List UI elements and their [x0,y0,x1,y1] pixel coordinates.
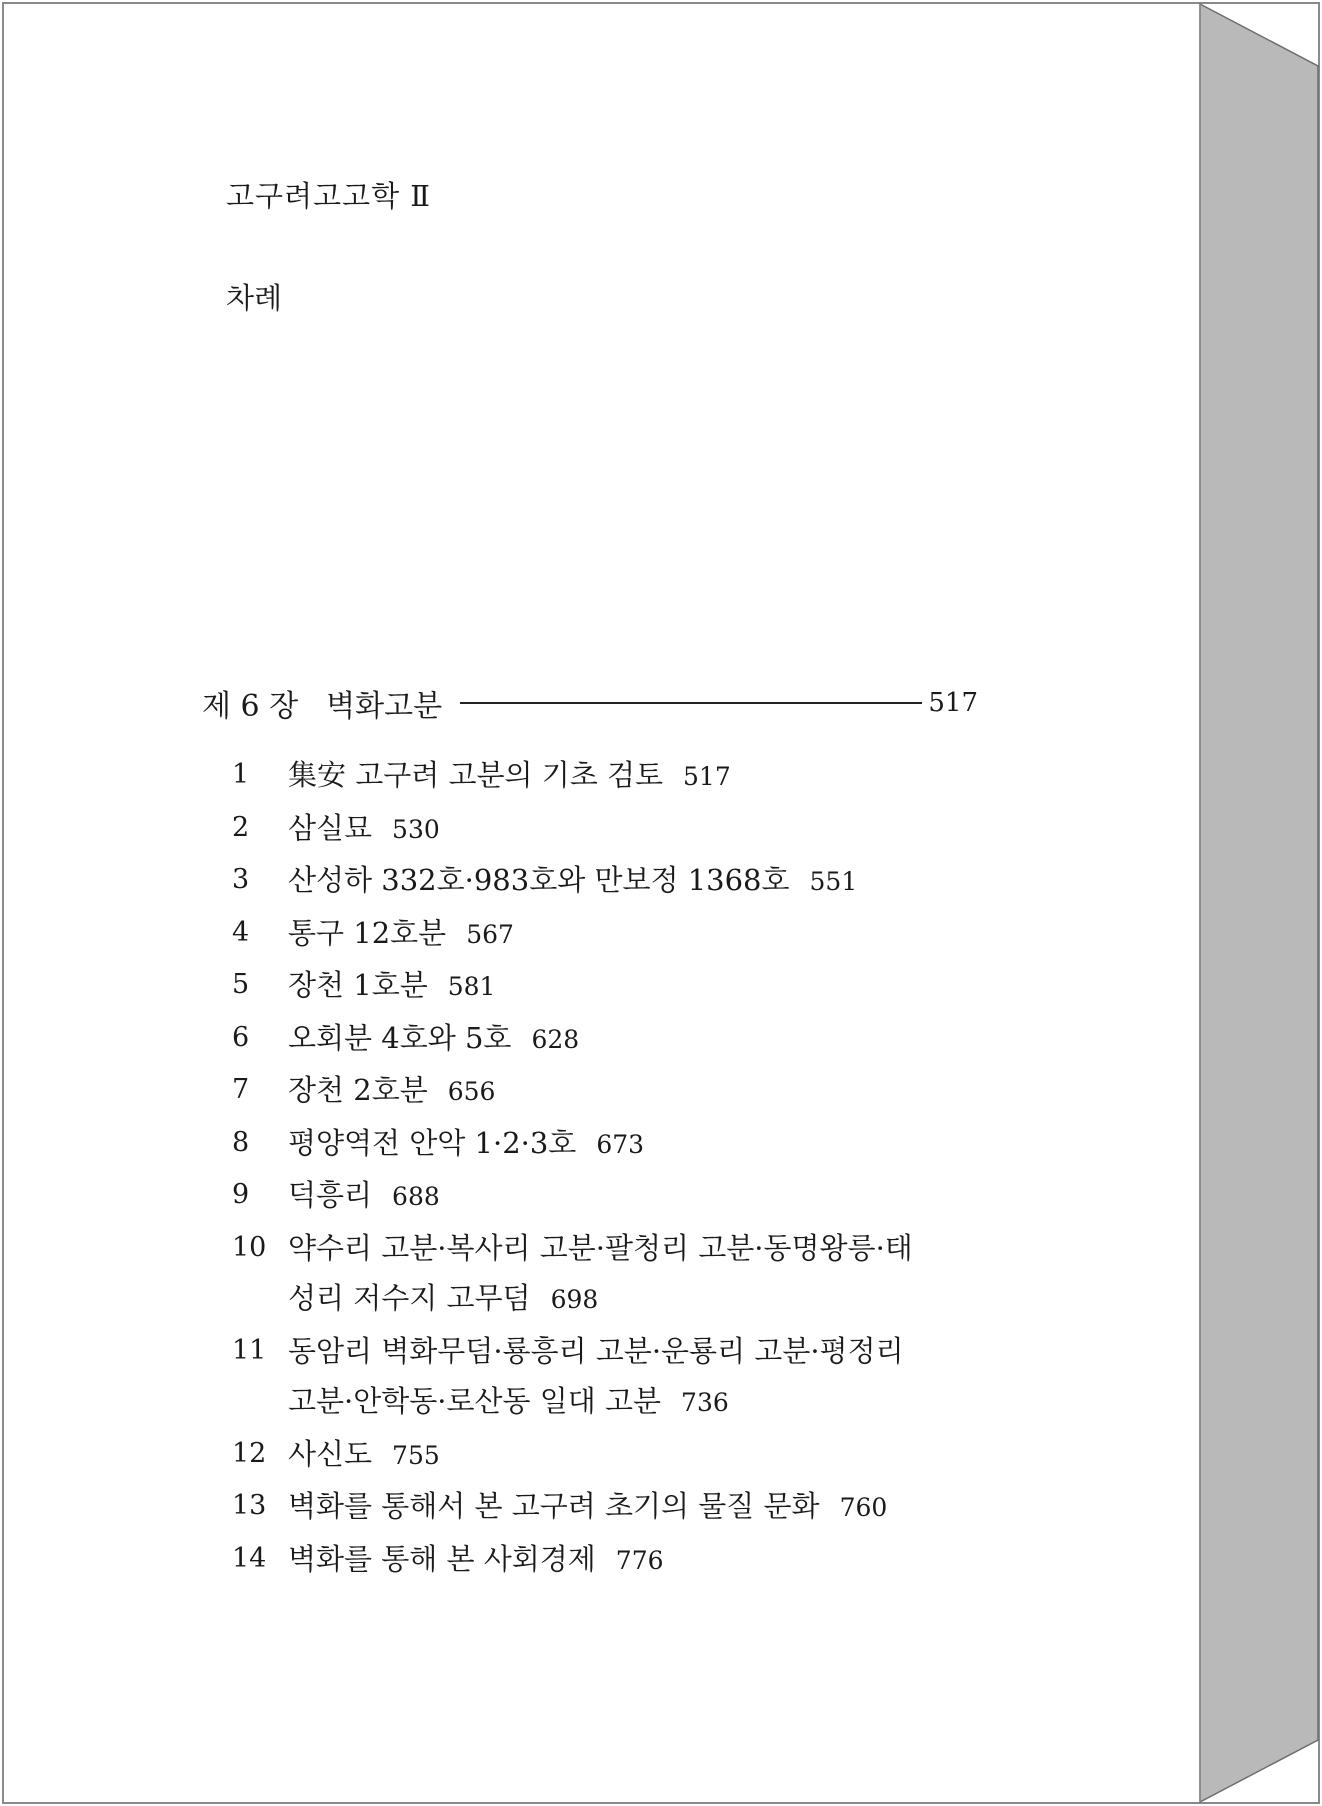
entry-title-line1: 동암리 벽화무덤·룡흥리 고분·운룡리 고분·평정리 [288,1333,904,1368]
entry-page: 760 [839,1493,888,1522]
toc-entry[interactable] [232,1534,990,1587]
entry-number: 11 [232,1334,267,1366]
toc-entry[interactable] [232,1223,990,1326]
contents-heading: 차례 [226,281,283,315]
entry-number: 7 [232,1074,250,1105]
entry-page: 517 [683,762,731,791]
toc-entry[interactable] [232,855,990,908]
toc-entry[interactable] [232,960,990,1013]
entry-number: 5 [232,969,250,1000]
entry-page: 581 [447,972,496,1001]
toc-entry[interactable] [232,803,990,856]
entry-title: 장천 2호분 [288,1073,428,1107]
entry-title: 장천 1호분 [288,968,428,1002]
leader-rule [460,702,922,704]
entry-title: 벽화를 통해 본 사회경제 [288,1541,596,1576]
toc-entry[interactable] [232,908,990,961]
entry-title: 덕흥리 [288,1178,373,1212]
entry-page: 736 [681,1388,729,1417]
entry-number: 13 [232,1490,267,1521]
chapter-heading[interactable] [202,681,978,725]
entry-number: 1 [232,759,250,790]
entry-title: 오회분 4호와 5호 [288,1020,512,1055]
entry-number: 10 [232,1231,267,1263]
toc-entry[interactable] [232,1326,990,1429]
entry-title: 산성하 332호·983호와 만보정 1368호 [288,863,790,897]
entry-title: 벽화를 통해서 본 고구려 초기의 물질 문화 [288,1489,820,1523]
page-edge-shade [1200,4,1318,1802]
toc-entry[interactable] [232,1013,990,1066]
entry-page: 567 [466,919,514,949]
entry-page: 688 [392,1182,440,1211]
entry-number: 8 [232,1126,250,1158]
chapter-page: 517 [928,688,978,718]
entry-page: 551 [809,867,858,896]
chapter-title: 벽화고분 [326,689,443,724]
entry-page: 673 [596,1129,645,1159]
entry-page: 656 [447,1077,496,1106]
toc-entry[interactable] [232,750,990,803]
entry-title: 통구 12호분 [288,915,447,950]
entry-number: 14 [232,1542,267,1574]
entry-title: 평양역전 안악 1·2·3호 [288,1125,577,1160]
entry-title-line1: 약수리 고분·복사리 고분·팔청리 고분·동명왕릉·태 [288,1230,913,1265]
entry-title: 集安 고구려 고분의 기초 검토 [288,758,664,792]
toc-entry[interactable] [232,1481,990,1534]
entry-number: 4 [232,916,250,948]
toc-entry[interactable] [232,1170,990,1223]
entry-page: 530 [392,814,440,844]
toc-entry[interactable] [232,1118,990,1171]
toc-list [232,750,990,1586]
entry-number: 2 [232,811,250,843]
entry-title: 사신도 [288,1436,373,1471]
entry-page: 628 [531,1024,580,1054]
entry-number: 3 [232,864,250,895]
chapter-number: 제 6 장 [202,689,299,724]
toc-entry[interactable] [232,1429,990,1482]
entry-page: 698 [550,1285,599,1314]
entry-title: 삼실묘 [288,810,373,845]
entry-title-line2: 고분·안학동·로산동 일대 고분 [288,1384,662,1418]
entry-number: 12 [232,1437,267,1469]
toc-entry[interactable] [232,1065,990,1118]
entry-title-line2: 성리 저수지 고무덤 [288,1281,531,1315]
entry-number: 6 [232,1021,250,1053]
book-title: 고구려고고학 Ⅱ [226,179,432,213]
entry-number: 9 [232,1179,250,1210]
entry-page: 776 [615,1545,664,1575]
entry-page: 755 [392,1440,440,1470]
